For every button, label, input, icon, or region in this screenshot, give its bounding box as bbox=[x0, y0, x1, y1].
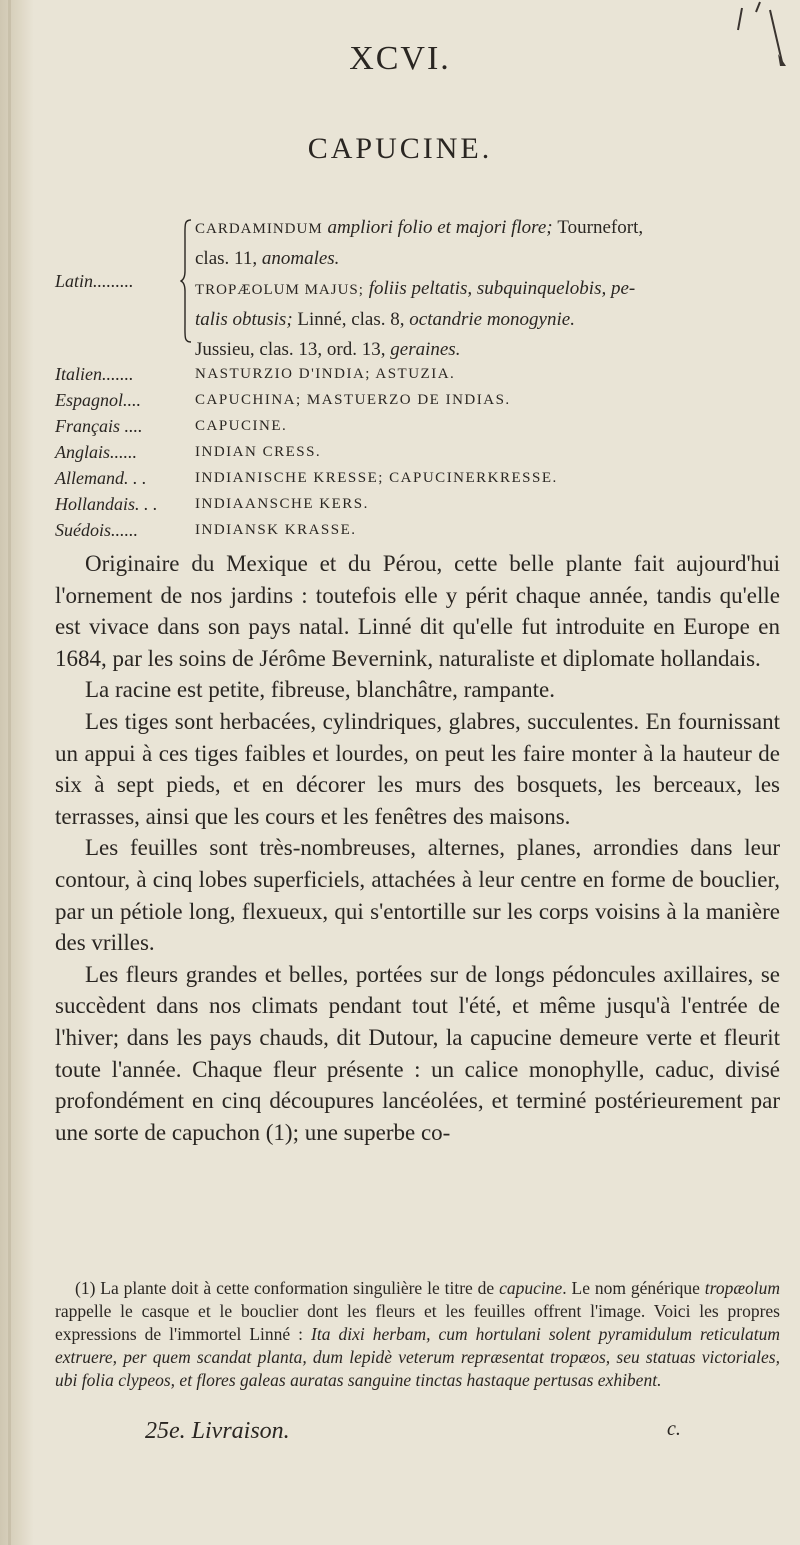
vernacular-row: Anglais...... INDIAN CRESS. bbox=[55, 442, 322, 462]
vernacular-names bbox=[55, 361, 775, 543]
paragraph: Les fleurs grandes et belles, portées sur de longs pédoncules axillaires, se succèdent dans nos climats pendant tout l'été, et même jusqu'à l'entrée de l'hiver; dans les pays chauds, dit Dutour, la capucine demeure verte et fleurit toute l'année. Chaque fleur présente : un calice monophylle, caduc, divisé profondément en cinq découpures lancéolées, et terminé postérieurement par une sorte de capuchon (1); une superbe co- bbox=[55, 961, 780, 1145]
paragraph: Les tiges sont herbacées, cylindriques, glabres, succulentes. En fournissant un appui à ces tiges faibles et lourdes, on peut les faire monter à la hauteur de six à sept pieds, et en décorer les murs des bosquets, les berceaux, les terrasses, ainsi que les cours et les fenêtres des maisons. bbox=[55, 708, 780, 829]
page-footer bbox=[0, 1418, 800, 1448]
page-binding-edge bbox=[0, 0, 34, 1545]
language-label-latin: Latin......... bbox=[55, 271, 134, 291]
latin-line: Jussieu, clas. 13, ord. 13, geraines. bbox=[195, 339, 461, 360]
footnote-text: (1) La plante doit à cette conformation singulière le titre de capucine. Le nom générique tropæolum rappelle le casque et le bouclier dont les fleurs et les feuilles offrent l'image. Voici les propres expressions de l'immortel Linné : Ita dixi herbam, cum hortulani solent pyramidulum reticulatum extruere, per quem scandat planta, dum lepidè veterum repræsentat tropæos, seu statuas victoriales, ubi folia clypeos, et flores galeas auratas sanguine tinctas hastaque pertusas exhibent. bbox=[55, 1278, 780, 1390]
footnote bbox=[55, 1277, 780, 1392]
paragraph: Les feuilles sont très-nombreuses, alternes, planes, arrondies dans leur contour, à cinq lobes superficiels, attachées à leur centre en forme de bouclier, par un pétiole long, flexueux, qui s'entortille sur les corps voisins à la manière des vrilles. bbox=[55, 835, 780, 956]
paragraph: Originaire du Mexique et du Pérou, cette belle plante fait aujourd'hui l'ornement de nos jardins : toutefois elle y périt chaque année, tandis qu'elle est vivace dans son pays natal. Linné dit qu'elle fut introduite en Europe en 1684, par les soins de Jérôme Bevernink, naturaliste et diplomate hollandais. bbox=[55, 551, 780, 671]
paragraph: La racine est petite, fibreuse, blanchâtre, rampante. bbox=[85, 677, 555, 703]
latin-line: CARDAMINDUM ampliori folio et majori flore; Tournefort, bbox=[195, 217, 644, 238]
main-text bbox=[55, 548, 780, 1148]
latin-quotation: Ita dixi herbam, cum hortulani solent pyramidulum reticulatum extruere, per quem scandat planta, dum lepidè veterum repræsentat tropæos, seu statuas victoriales, ubi folia clypeos, et flores galeas auratas sanguine tinctas hastaque pertusas exhibent. bbox=[55, 1324, 780, 1390]
page-title: CAPUCINE. bbox=[307, 132, 493, 165]
latin-synonyms bbox=[195, 213, 785, 365]
vernacular-row: Allemand. . . INDIANISCHE KRESSE; CAPUCINERKRESSE. bbox=[55, 468, 558, 488]
vernacular-row: Italien....... NASTURZIO D'INDIA; ASTUZIA. bbox=[55, 364, 456, 384]
vernacular-row: Français .... CAPUCINE. bbox=[55, 416, 288, 436]
curly-brace-icon bbox=[180, 219, 192, 343]
signature-mark: c. bbox=[667, 1418, 681, 1440]
vernacular-row: Hollandais. . . INDIAANSCHE KERS. bbox=[55, 494, 369, 514]
latin-line: talis obtusis; Linné, clas. 8, octandrie monogynie. bbox=[195, 309, 575, 330]
livraison-mark: 25e. Livraison. bbox=[145, 1418, 290, 1444]
latin-names bbox=[55, 213, 775, 360]
latin-line: clas. 11, anomales. bbox=[195, 248, 340, 269]
vernacular-row: Espagnol.... CAPUCHINA; MASTUERZO DE INDIAS. bbox=[55, 390, 511, 410]
page-number: XCVI. bbox=[349, 40, 451, 77]
latin-line: TROPÆOLUM MAJUS; foliis peltatis, subquinquelobis, pe- bbox=[195, 278, 636, 299]
nomenclature-block bbox=[55, 213, 775, 543]
vernacular-row: Suédois...... INDIANSK KRASSE. bbox=[55, 520, 357, 540]
